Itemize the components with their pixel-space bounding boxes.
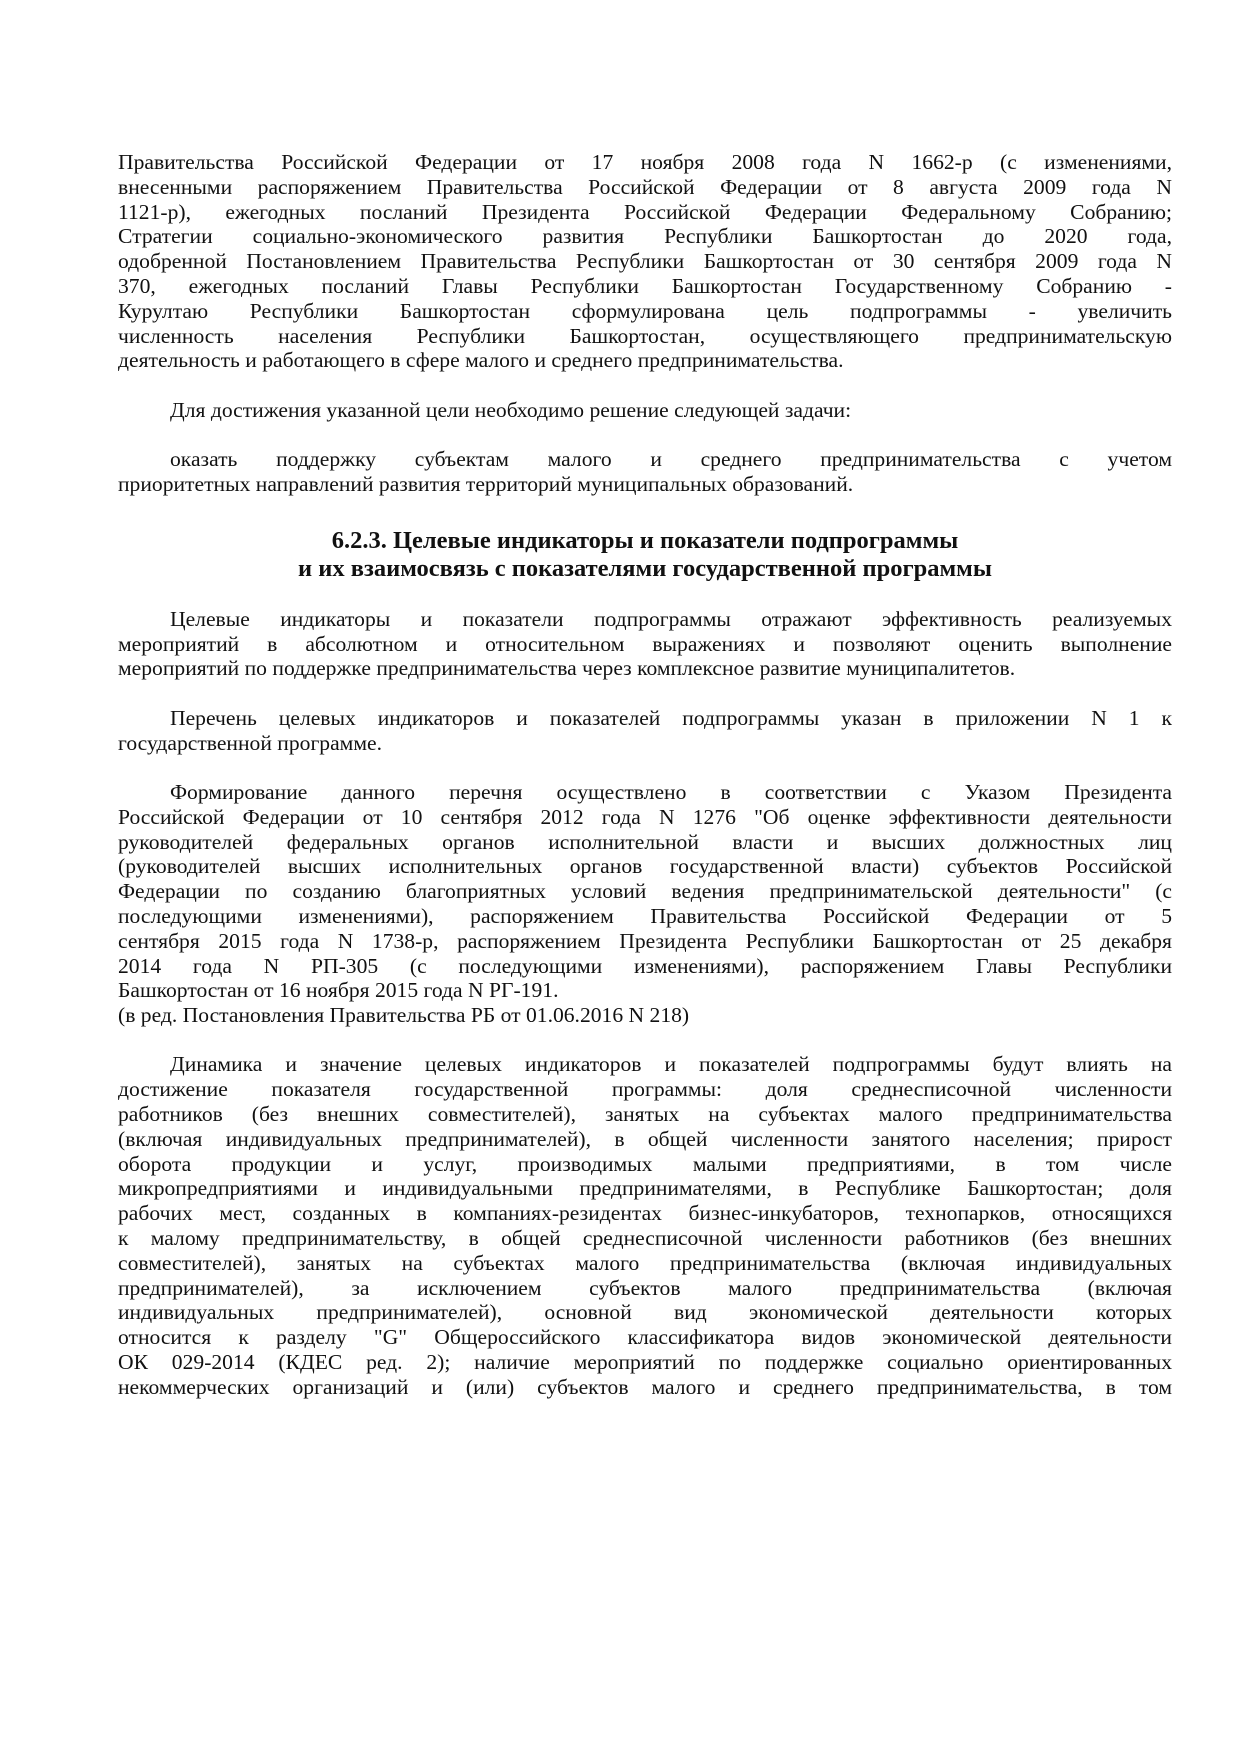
text-line: Российской Федерации от 10 сентября 2012 года N 1276 "Об оценке эффективности деятельности: [118, 804, 1172, 829]
text-line: численность населения Республики Башкортостан, осуществляющего предпринимательскую: [118, 323, 1172, 348]
text-line: некоммерческих организаций и (или) субъектов малого и среднего предпринимательства, в том: [118, 1374, 1172, 1399]
paragraph-indicators-purpose: [118, 607, 1172, 681]
text-line: Перечень целевых индикаторов и показателей подпрограммы указан в приложении N 1 к: [170, 705, 1172, 730]
text-line: оказать поддержку субъектам малого и среднего предпринимательства с учетом: [170, 447, 1172, 472]
text-line: внесенными распоряжением Правительства Российской Федерации от 8 августа 2009 года N: [118, 174, 1172, 199]
paragraph-goal-basis: [118, 150, 1172, 373]
paragraph-gap: [118, 1028, 1172, 1053]
text-line: к малому предпринимательству, в общей среднесписочной численности работников (без внешних: [118, 1226, 1172, 1251]
text-line: Башкортостан от 16 ноября 2015 года N РГ-191.: [118, 978, 559, 1003]
paragraph-list-formation: [118, 780, 1172, 1028]
text-line: совместителей), занятых на субъектах малого предпринимательства (включая индивидуальных: [118, 1250, 1172, 1275]
paragraph-task-intro: [118, 398, 1172, 423]
text-line: одобренной Постановлением Правительства Республики Башкортостан от 30 сентября 2009 года N: [118, 249, 1172, 274]
text-line: Формирование данного перечня осуществлено в соответствии с Указом Президента: [170, 779, 1172, 804]
section-heading-line-2: и их взаимосвязь с показателями государственной программы: [298, 554, 992, 582]
text-line: деятельность и работающего в сфере малого и среднего предпринимательства.: [118, 348, 844, 373]
text-line: Целевые индикаторы и показатели подпрограммы отражают эффективность реализуемых: [170, 606, 1172, 631]
section-heading: [118, 527, 1172, 583]
paragraph-gap: [118, 755, 1172, 780]
text-line: 1121-р), ежегодных посланий Президента Российской Федерации Федеральному Собранию;: [118, 199, 1172, 224]
paragraph-gap: [118, 681, 1172, 706]
text-line: Для достижения указанной цели необходимо решение следующей задачи:: [170, 397, 852, 422]
text-line: Правительства Российской Федерации от 17 ноября 2008 года N 1662-р (с изменениями,: [118, 150, 1172, 174]
paragraph-gap: [118, 423, 1172, 448]
text-line: сентября 2015 года N 1738-р, распоряжением Президента Республики Башкортостан от 25 декабря: [118, 928, 1172, 953]
paragraph-task: [118, 447, 1172, 497]
text-line: (руководителей высших исполнительных органов государственной власти) субъектов Российской: [118, 854, 1172, 879]
amendment-note: (в ред. Постановления Правительства РБ от 01.06.2016 N 218): [118, 1003, 690, 1028]
text-line: (включая индивидуальных предпринимателей), в общей численности занятого населения; прирост: [118, 1126, 1172, 1151]
text-line: работников (без внешних совместителей), занятых на субъектах малого предпринимательства: [118, 1102, 1172, 1127]
section-gap: [118, 497, 1172, 527]
text-line: 2014 года N РП-305 (с последующими изменениями), распоряжением Главы Республики: [118, 953, 1172, 978]
paragraph-gap: [118, 373, 1172, 398]
section-gap: [118, 583, 1172, 607]
text-line: достижение показателя государственной программы: доля среднесписочной численности: [118, 1077, 1172, 1102]
text-line: Стратегии социально-экономического развития Республики Башкортостан до 2020 года,: [118, 224, 1172, 249]
text-line: Динамика и значение целевых индикаторов и показателей подпрограммы будут влиять на: [170, 1052, 1172, 1077]
text-line: государственной программе.: [118, 730, 382, 755]
text-line: руководителей федеральных органов исполнительной власти и высших должностных лиц: [118, 829, 1172, 854]
text-line: последующими изменениями), распоряжением Правительства Российской Федерации от 5: [118, 903, 1172, 928]
text-line: мероприятий по поддержке предпринимательства через комплексное развитие муниципалитетов.: [118, 656, 1016, 681]
text-line: Курултаю Республики Башкортостан сформулирована цель подпрограммы - увеличить: [118, 298, 1172, 323]
text-line: индивидуальных предпринимателей), основной вид экономической деятельности которых: [118, 1300, 1172, 1325]
text-line: предпринимателей), за исключением субъектов малого предпринимательства (включая: [118, 1275, 1172, 1300]
paragraph-indicators-list-reference: [118, 706, 1172, 756]
text-line: рабочих мест, созданных в компаниях-резидентах бизнес-инкубаторов, технопарков, относящихся: [118, 1201, 1172, 1226]
text-line: оборота продукции и услуг, производимых малыми предприятиями, в том числе: [118, 1151, 1172, 1176]
text-line: мероприятий в абсолютном и относительном выражениях и позволяют оценить выполнение: [118, 631, 1172, 656]
text-line: относится к разделу "G" Общероссийского классификатора видов экономической деятельности: [118, 1325, 1172, 1350]
section-heading-line-1: 6.2.3. Целевые индикаторы и показатели подпрограммы: [331, 526, 959, 554]
text-line: Федерации по созданию благоприятных условий ведения предпринимательской деятельности" (с: [118, 879, 1172, 904]
text-line: 370, ежегодных посланий Главы Республики Башкортостан Государственному Собранию -: [118, 273, 1172, 298]
text-line: ОК 029-2014 (КДЕС ред. 2); наличие мероприятий по поддержке социально ориентированных: [118, 1350, 1172, 1375]
text-line: микропредприятиями и индивидуальными предпринимателями, в Республике Башкортостан; доля: [118, 1176, 1172, 1201]
document-page: [118, 150, 1172, 1400]
paragraph-indicators-dynamics: [118, 1052, 1172, 1399]
text-line: приоритетных направлений развития территорий муниципальных образований.: [118, 471, 854, 496]
